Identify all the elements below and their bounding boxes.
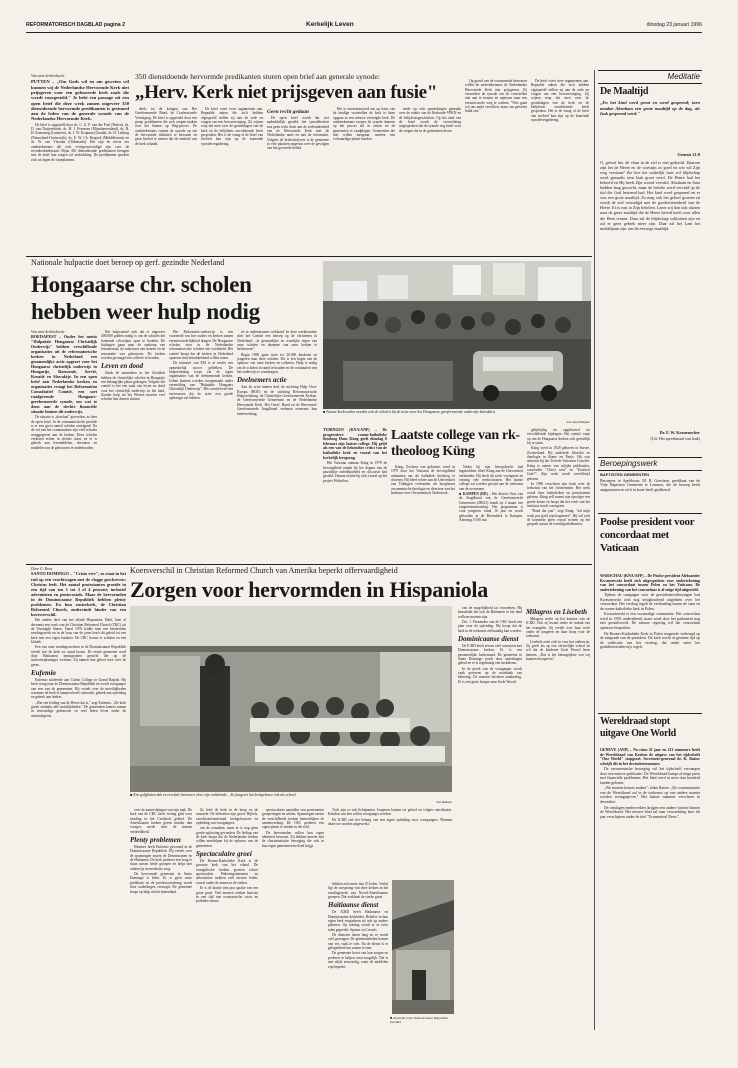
article3b-body1: gelijktijdig en opgebouwd uit verschillende bijdragen. Het comité roept op om de Hongaarse kerken ook geestelijk bij te staan. xyxy=(527,428,590,446)
masthead-rule xyxy=(26,32,702,33)
article1-body5: Op grond van de voornoemde bezwaren willen de ondertekenaars de Nederlandse Hervormde Kerk niet prijsgeven. Zij verzoeken de synode om de voorstellen niet aan te nemen en opnieuw naar een verantwoorde weg te zoeken. "Niet gaan wij ons ambt vervullen, maar ons geweten bindt ons." xyxy=(465,79,527,114)
article1-body1: deels tot de kringen van Het Gereformeerde Bond, de Confessionele Vereniging. De brief is opgesteld door een groep predikanten die zich zorgen maken over het Samen op Weg-proces. De ondertekenaars roepen de synode op om de hervormde identiteit te bewaren en geen besluit te nemen dat de eenheid van de kerk schaadt. xyxy=(135,107,197,146)
article1-col7 xyxy=(531,79,589,254)
article3-body2: Het Vaticaan ontnam Küng in 1979 de bevoegdheid omdat hij het dogma van de pauselijke onfeilbaarheid ter discussie had gesteld. Daarna richtte hij zich vooral op het project Weltethos. xyxy=(323,461,387,483)
photo1-caption xyxy=(323,410,591,420)
photo-hungarian-schools-image xyxy=(323,261,591,409)
article4-body13: De hervormden willen hun eigen identiteit bewaren. Zij hebben moeite met de charismatische beweging die ook in hun eigen gemeenten invloed krijgt. xyxy=(262,830,324,848)
beroepingswerk-label: Beroepingswerk xyxy=(600,459,658,468)
article4-subhead2: Plenty problemen xyxy=(130,836,181,845)
beroepingswerk-header xyxy=(598,457,702,471)
article4-body22: De ICRD heeft tevens veel contacten met Dominicaanse kerken. Er is een gezamenlijke kerkenraad. De gemeente in Santo Domingo wordt door ouderlingen geleid en er is regelmatig een kerkdienst. xyxy=(458,644,522,666)
article4-body10: De Rooms-Katholieke Kerk is de grootste kerk van het eiland. De evangelische kerken groeien echter spectaculair. Pinkstergemeenten en adventisten trekken veel nieuwe leden, vooral onder de armen in de steden. xyxy=(196,859,258,885)
poolse-body xyxy=(600,574,700,712)
article2-headline: Hongaarse chr. scholen hebben weer hulp nodig xyxy=(31,272,260,324)
article4-col7 xyxy=(526,606,590,1028)
wereldraad-body xyxy=(600,748,700,1028)
poolse-body1: Tijdens de campagne voor de presidentsverkiezingen had Kwasniewski zich nog terughoudend uitgelaten over het concordaat. Het verdrag regelt de verhouding tussen de staat en de rooms-katholieke kerk in Polen. xyxy=(600,593,700,611)
article2-body4: Het Reformatie-onderwijs is een voorbeeld van hoe ouders en kerken samen verantwoordelijkheid dragen. De Hongaarse scholen zien in de Nederlandse reformatorische scholen een voorbeeld. Het comité hoopt dat de kerken in Nederland opnieuw hun betrokkenheid willen tonen. xyxy=(169,330,233,361)
article4-body21: Drs. J. Fernandez van de CRC heeft een plan voor de opleiding. Hij hoopt dat de kerk in de toekomst zelfstandig kan worden. xyxy=(458,620,522,633)
article3b-body2: Küng werd in 1928 geboren in Sursee, Zwitserland. Hij studeerde filosofie en theologie in Rome en Parijs. Hij was adviseur bij het Tweede Vaticaans Concilie. Küng is auteur van talrijke publicaties, waaronder "Christ sein" en "Existiert Gott?". Zijn werk wordt wereldwijd gelezen. xyxy=(527,446,590,481)
photo3-caption-text: Armoede in de Dominicaanse Republiek. xyxy=(392,1016,449,1020)
article3-brief-square-icon: ■ xyxy=(459,492,463,497)
sidebar-title: De Maaltijd xyxy=(600,86,649,97)
article4-body24: Milagros werkt op het kantoor van de ICRD. Ook zij kwam onder de indruk van het evangelie. Zij vertelt over haar werk onder de jongeren en haar hoop voor de toekomst. xyxy=(526,617,590,639)
intro-body: De brief is opgesteld door ds. C. A. P. van der Poel (Putten), ds. D. van Duijvenbode, ds. H. J. Franssen (Mijnsheerenland), ds. B. H. Kamsteeg (Lunteren), ds. J. W. Kriptaan (Gouda), ds. H. Lietling (Nieuwland-Oosterwijk), ds. E. W. Ch. Ruigrok (Middelharnis) en ds. W. van Vlastuin (Oldemarkt). Het zijn de eerste zes ondertekenaars die zich vertegenwoordigd zijn voor de zevenkerkenberaad. Bijna 350 dienstdoende predikanten brengen met de brief hun zorgen tot uitdrukking. De predikanten spreken zich uit tegen de fusieplannen. xyxy=(31,122,129,162)
article3-col1 xyxy=(323,428,387,562)
article3-lead: TÜBINGEN (KNA/ANP) – De progressieve rooms-katholieke theoloog Hans Küng geeft dinsdag 6 februari zijn laatste college. Hij geldt als een van de bekendste critici van de katholieke kerk en vooral van het kerkelijk leergezag. xyxy=(323,428,387,460)
article3-headline: Laatste college van rk-theoloog Küng xyxy=(391,428,520,459)
article4-col6 xyxy=(458,606,522,1028)
photo3-square-icon: ■ xyxy=(390,1016,393,1020)
article4-body23: In de preek van de voorganger wordt vaak gewezen op de noodzaak van bekering. De mensen luisteren aandachtig. Er is een grote honger naar Gods Woord. xyxy=(458,666,522,684)
intro-lead: PUTTEN – „Om Gods wil en om geweten wil kunnen wij de Nederlandse Hervormde Kerk niet prijsgeven voor een gefuseerde kerk zoals die wordt voorgesteld." Je hebt een passage uit een open brief die deze week zamen ongeveer 350 dienstdoende hervormde predikanten is gestuurd aan de leden van de generale synode van de Nederlandse Hervormde Kerk. xyxy=(31,79,129,122)
article4-subhead1: Eufemio xyxy=(31,669,56,678)
article3-col3 xyxy=(459,465,523,562)
article2-kicker: Nationale hulpactie doet beroep op gerf. gezindte Nederland xyxy=(31,259,225,267)
wereldraad-body2: „We moeten keuzes maken", aldus Raiser. „De communicatie van de Wereldraad zal in de toekomst op een andere manier worden vormgegeven." Het laatste nummer verscheen in december. xyxy=(600,786,700,805)
article4-subhead4: Haïtiaanse dienst xyxy=(328,901,379,910)
photo-poverty-image xyxy=(392,880,454,1014)
article4-body19: De gemeente hoort van hun zorgen en probeert te helpen waar mogelijk. Dat is niet altijd eenvoudig, want de middelen zijn beperkt. xyxy=(328,951,388,969)
article2-body5: tie te ondersteunen verklaard. In deze werkkomitee doet het Comité een beroep op de christenen in Nederland: „le gezamelijke en waarlijke regen van onze scholen en daarmee van onze kerken te herbouwen". xyxy=(237,330,317,352)
photo-dominican-church xyxy=(130,606,452,792)
article4-body3: Eufemio studeerde aan Calvin College in Grand Rapids. Hij keert terug naar de Dominicaanse Republiek en wordt voorganger van een van de gemeenten. Hij vertelt over de moeilijkheden waarmee de kerk te kampen heeft: armoede, gebrek aan opleiding en gebrek aan leiders. xyxy=(31,678,126,700)
article1-subhead: Geen recht gedaan xyxy=(267,109,309,115)
article1-body6: De brief voert twee argumenten aan. Bepaalde zaken die zich hebben afgespeeld stellen zij aan de orde en vragen om een heroverweging. Zij wijzen erop dat men over de grondslagen van de kerk en de belijdenis onvoldoende heeft gesproken. Het is de vraag of de brief van invloed kan zijn op de komende synodevergadering. xyxy=(531,79,589,123)
photo2-square-icon: ■ xyxy=(130,793,134,797)
article2-col2 xyxy=(101,330,165,562)
article1-col6 xyxy=(465,79,527,254)
article3b-body4: "Rond dat jaar", zegt Küng, "zal mijn werk pas goed zijn begonnen". Hij wil zich de komende jaren vooral richten op het gesprek tussen de wereldgodsdiensten. xyxy=(527,509,590,527)
intro-column xyxy=(31,74,129,254)
poolse-body2: Kwasniewski is een voormalige communist. Het concordaat werd in 1993 ondertekend, maar werd door het parlement nog niet geratificeerd. De nieuwe regering wil het concordaat opnieuw bespreken. xyxy=(600,612,700,631)
article3-brief-text: – Het district Oost van de Jeugdbond van de Gereformeerde Gemeenten (JBGG) houdt op 2 maart een jongerenontmoeting. Het programma is voor jongeren vanaf 16 jaar en wordt gehouden in de Bovenkerk te Kampen. Aanvang 10.00 uur. xyxy=(459,492,523,523)
photo-poverty xyxy=(392,880,454,1014)
sidebar-divider xyxy=(594,70,595,1030)
article4-body6: Hiermee heeft Eufemio gewoond in de Dominicaanse Republiek. Hij vertelt over de spanningen tussen de Dominicanen en de Haïtianen. De kerk probeert een brug te slaan tussen beide groepen en helpt met onderwijs en medische zorg. xyxy=(130,845,192,871)
wereldraad-lead: GENEVE (ANP) – Na ruim 21 jaar en 211 nummers heeft de Wereldraad van Kerken de uitgave van het tijdschrift "One World" stopgezet. Secretaris-generaal dr. K. Raiser schrijft dit in het decembernummer. xyxy=(600,748,700,766)
article4-body8: Zo leeft de kerk in de hoop en de armoede. De behoeften zijn groot: Bijbels, catechisatiemateriaal, kerkgebouwen en opleiding van voorgangers. xyxy=(196,808,258,826)
wereldraad-headline: Wereldraad stopt uitgave One World xyxy=(600,716,676,739)
poolse-headline: Poolse president voor concordaat met Vaticaan xyxy=(600,516,695,554)
article4-headline: Zorgen voor hervormden in Hispaniola xyxy=(130,577,488,602)
masthead-paper: REFORMATORISCH DAGBLAD pagina 2 xyxy=(26,22,125,28)
article4-col5b xyxy=(328,882,388,1028)
article4-top-rule xyxy=(26,564,592,565)
article3-col2 xyxy=(391,465,455,562)
article1-body1b: De brief voert twee argumenten aan. Bepaalde zaken die zich hebben afgespeeld stellen zij aan de orde en vragen om een heroverweging. Zij wijzen erop dat men over de grondslagen van de kerk en de belijdenis onvoldoende heeft gesproken. Het is de vraag of de brief van invloed kan zijn op de komende synodevergadering. xyxy=(201,107,263,146)
article2-col4 xyxy=(237,330,317,562)
article4-body5: over de aanvechtingen van zijn taak. De kerk van de CRC heeft weinig geld voor zending in het Caribisch gebied. De Amerikaanse kerken geven minder dan vroeger, mede door de interne verdeeldheid. xyxy=(130,808,192,834)
article1-body3: Het is onverantwoord om op basis van de huidige voorstellen de kerk te laten opgaan in een nieuwe verenigde kerk. De ondertekenaars roepen de synode daarom op het proces stil te zetten en de gemeenten te raadplegen. Gemeenten die niet willen meegaan, moeten een volwaardige plaats houden. xyxy=(333,107,395,142)
photo2-credit: foto Makram xyxy=(436,800,452,804)
article4-col4 xyxy=(262,808,324,1028)
article4-body11: Er is de laatste tien jaar sprake van een grote groei. Veel mensen zoeken houvast in een tijd van economische crisis en politieke onrust. xyxy=(196,886,258,904)
photo2-caption xyxy=(130,793,452,799)
article1-body2: De open brief wordt dat wel nadrukkelijk gesteld: het synodebesluit zou geen recht doen aan de verbondenheid van de Hervormde Kerk met de Nederlandse natie en met de reformatie. Volgens de briefschrijvers is de gemeente in vele plaatsen ongerust over de gevolgen van het gevoerde beleid. xyxy=(267,116,329,151)
wereldraad-rule xyxy=(598,713,702,714)
article4-body9: om de oorzaken, maar er is nog geen goede oplossing gevonden. De leiding van de kerk hoopt dat de Nederlandse kerken willen meehelpen bij de opbouw van de gemeenten. xyxy=(196,826,258,848)
article4-body14: Toch zijn er ook lichtpunten. Jongeren komen tot geloof en volgen catechisatie. Enkelen van hen willen voorganger worden. xyxy=(328,808,452,817)
intro-byline: Van onze kerkredactie xyxy=(31,74,65,78)
article2-body7: Aan de actie nemen deel de stichting Hulp Oost-Europa (HOE) en de stichting Reformatorische Hulpverlening, de Christelijke Gereformeerde Kerken, de Gereformeerde Gemeenten en de Nederlandse Hervormde Kerk. Het Geref. Bond en de Hervormd-Gereformeerde Jeugdbond verlenen eveneens hun medewerking. xyxy=(237,385,317,416)
article2-body6: Begin 1996 gaan twee tot 20.000 kinderen en jongeren naar deze scholen. Dit is een begin van de opbouw van onze kerken en volkeren. Hulp is nodig om de scholen in stand te houden en de continuïteit van het onderwijs te waarborgen. xyxy=(237,352,317,375)
article1-headline: „Herv. Kerk niet prijsgeven aan fusie" xyxy=(135,82,438,103)
article1-col2 xyxy=(201,107,263,254)
photo1-credit: foto Jacob Pleijsier xyxy=(566,420,590,424)
photo-hungarian-schools xyxy=(323,261,591,409)
article4-body16: hebben zich meer dan 25 leden. Veelal ligt de oorsprong van deze kerken in het zendingswerk van Noord-Amerikaanse groepen. Dat verklaart de sterke groei. xyxy=(328,882,388,900)
article3-brief xyxy=(459,492,523,522)
article2-body8: De initiatief van EEI is al eerder een opmerkelijk succes gebleken. De hulpverlening loopt via de eigen organisaties van de deelnemende kerken. Giften kunnen worden overgemaakt onder vermelding van "Hulpaktie Hongaars Christelijk Onderwijs". Het comité heeft het vertrouwen dat de actie een goede opbrengst zal hebben. xyxy=(169,361,233,401)
sidebar-body: O, geloof het, de vlam in de ziel is niet gedoofd. Daarom zijn het de Heere en de woestijn zo goed en wie wil Zijn weg verstaan? Zie hoe het ouderlijk huis vol blijdschap werd gemaakt toen Izak groot werd. De Heere had het beloofd en Hij heeft Zijn woord vervuld. Abraham en Sara hadden lang gewacht, maar de belofte werd vervuld op de tijd die God bestemd had. Het kind werd gespeend en er was een grote maaltijd. Zo mag ook het geloof groeien en wordt de ziel verzadigd met de goedertierenheid van de Heere. Er is rust in Zijn beloften. Laten wij dan ook uitzien naar de grote maaltijd die de Heere bereid heeft voor allen die Hem vrezen. Daar zal de blijdschap volkomen zijn en zal er geen gebrek meer zijn. Daar zal het Lam het middelpunt zijn van de eeuwige maaltijd. xyxy=(600,160,700,231)
article1-body4: mede op vele opmerkingen gemaakt over de relatie van de Kerkorde-VPKN en de belijdenisgeschriften. Op het eind van de brief wordt de verwachting uitgesproken dat de synode oog heeft voor de zorgen die in de gemeenten leven. xyxy=(399,107,461,133)
masthead xyxy=(26,21,702,31)
article1-bottom-rule xyxy=(26,256,592,257)
poolse-lead: WARSCHAU (KNA/AFP) – De Poolse president Aleksander Kwasniewski heeft zich uitgesproken voor ondertekening van het concordaat tussen Polen en het Vaticaan. De ondertekening van het concordaat is al enige tijd uitgesteld. xyxy=(600,574,700,592)
article4-body18: De diensten duren lang en er wordt veel gezongen. De gemeenteleden komen van ver, vaak te voet. Na de dienst is er gelegenheid om samen te eten. xyxy=(328,933,388,951)
article4-subhead6: Milagros en Lisebeth xyxy=(526,608,588,616)
article2-body1: De situatie is „desolaat" geworden, zo heet de open brief. In de communistische periode is er een groot aantal scholen onteigend. Na de val van het communisme zijn veel scholen teruggegeven aan de kerken. Deze scholen verkeren echter in slechte staat, en er is gebrek aan leermiddelen, docenten en middelen om de gebouwen te onderhouden. xyxy=(31,415,97,450)
article2-col1 xyxy=(31,330,97,562)
article4-body17: De ICRD heeft Haïtiaanse en Dominicaanse kerkleden. Behalve in hun eigen kerk vergaderen zij ook op andere plaatsen. Op zondag wordt er in twee talen gepreekt: Spaans en Creools. xyxy=(328,910,388,932)
article4-col2 xyxy=(130,808,192,1028)
article3-body3: Nadat hij zijn leeropdracht had ingetrokken, bleef Küng aan de Universiteit verbonden. Hij heeft dit werk voortgezet en ontving vele eredoctoraten. Het laatste college zal worden gewijd aan de toekomst van de oecumene. xyxy=(459,465,523,491)
beroepingswerk-body: Beroepen: te Apeldoorn, M. B. Gerritsen, predikant van de Vrije Baptisten Gemeente te Lemmer, die de beroep heeft aangenomen en zich in korte heeft geafkeerd. xyxy=(600,479,700,492)
article2-body3: Sinds de ommekeer in het Oostblok hebben de christelijke scholen in Hongarije een belangrijke plaats gekregen. Volgens het comité is het een zaak van leven en dood voor het christelijk onderwijs in het land. Zonder hulp uit het Westen moeten veel scholen hun deuren sluiten. xyxy=(101,371,165,402)
article2-byline: Van onze kerkredactie xyxy=(31,330,65,334)
article4-body15: De ICRD ziet het belang van een eigen opleiding voor voorgangers. Plannen daarvoor worden uitgewerkt. xyxy=(328,817,452,827)
poolse-body3: De Rooms-Katholieke Kerk in Polen reageerde verheugd op de uitspraak van de president. De kerk wacht al geruime tijd op de ratificatie van het verdrag, dat onder meer het godsdienstonderwijs regelt. xyxy=(600,631,700,650)
article4-subhead3: Spectaculaire groei xyxy=(196,850,252,859)
wereldraad-body3: De ontslagen medewerkers krijgen een andere functie binnen de Wereldraad. Het nieuwe blad zal naar verwachting later dit jaar verschijnen onder de titel "Ecumenical News". xyxy=(600,805,700,819)
meditatie-header xyxy=(598,70,702,84)
beroepingswerk-sub: BAPTISTEN GEMEENTEN xyxy=(600,472,650,477)
article1-kicker: 350 dienstdoende hervormde predikanten sturen open brief aan generale synode: xyxy=(135,73,380,81)
photo3-credit: foto RD xyxy=(390,1020,401,1024)
masthead-date: dinsdag 23 januari 1996 xyxy=(646,22,702,28)
article2-body2: Het hulpcomité stelt dat er ongeveer 400.000 gulden nodig is om de scholen het komende schooljaar open te houden. De bijdragen gaan naar de aankoop van lesmateriaal, de salarissen van leraren en de restauratie van gebouwen. De kerken worden gevraagd een collecte te houden. xyxy=(101,330,165,361)
photo1-caption-text: Nauwe kerkvoeden worden ook de scholen bij de actie voor het Hongaarse gereformeerde onderwijs betrokken. xyxy=(326,410,496,414)
meditatie-label: Meditatie xyxy=(667,72,700,81)
sidebar-quote: „En het kind werd groot en werd gespeend; toen maakte Abraham een grote maaltijd op de dag, als Izak gespeend werd." xyxy=(600,100,700,116)
article1-col5 xyxy=(399,107,461,254)
article4-body20: van de mogelijkheid tot voorzetten. Hij benadrukt dat ook de Haïtianen in het land welkom moeten zijn. xyxy=(458,606,522,619)
sidebar-author-note: (Uit: Het spreekmaal van Izak) xyxy=(650,436,700,441)
article1-col1 xyxy=(135,107,197,254)
article4-lead: SANTO DOMINGO – "Cristo vive", zo staat in het ruil op een vrachtwagen met de vlagge geschreven: Christus leeft. Het aantal protestanten groeide in een tijd van ten 1 tot 3 of 4 procent; inclusief adventisten en pentecostals. Maar de hervormden in de Dominicaanse Republiek hebben plenty problemen. En hun zusterkerk, de Christian Reformed Church, ondervindt hinder van een koersverschil. xyxy=(31,571,126,618)
article4-body2: Een van onze zendingswerkers in de Dominicaanse Republiek vertelt hoe de kerk tot stand kwam. De eerste gemeente werd door Haïtiaanse immigranten gesticht die op de suikerrietplantages werkten. Zij namen hun geloof mee over de grens. xyxy=(31,645,126,667)
article4-body7: De hervormde gemeente in Santo Domingo is klein. Er is geen vaste predikant en de preekvoorziening wordt door ouderlingen verzorgd. De gemeente hoopt op hulp uit het buitenland. xyxy=(130,872,192,894)
article4-body4: „Wat een leiding van de Heere dat is," zegt Eufemio. „De kerk groeit ondanks alle moeilijkheden." De gemeenten komen samen in eenvoudige gebouwen en veel leden leven onder de armoedegrens. xyxy=(31,700,126,718)
sidebar-ref: Genesis 21:8 xyxy=(677,152,700,157)
article4-body25: Lisebeth zette zich in voor het onderwijs. Zij geeft les op een christelijke school en wil dat de kinderen Gods Woord leren kennen. „Dat is het belangrijkste wat wij kunnen doorgeven." xyxy=(526,639,590,662)
article4-col1 xyxy=(31,567,126,1027)
article4-kicker: Koersverschil in Christian Reformed Church van Amerika beperkt offervaardigheid xyxy=(130,567,398,575)
article4-col5 xyxy=(328,808,452,880)
article4-subhead5: Dominicaanse dienst xyxy=(458,635,519,644)
article3-body1: Küng, Zwitsers van geboorte, werd in 1979 door het Vaticaan de bevoegdheid ontnomen om als katholiek theoloog te doceren. Hij bleef echter aan de Universiteit van Tübingen verbonden als hoogleraar oecumenische theologie en directeur van het Instituut voor Oecumenisch Onderzoek. xyxy=(391,465,455,496)
article4-body12: spectaculaire aantallen van protestantse groeperingen en sekten. Spanningen tussen de verschillende kerken bemoeilijken de samenwerking. De CRC probeert een eigen plaats te vinden in dit veld. xyxy=(262,808,324,830)
article4-body1: Het andere deel van het eiland Hispaniola, Haïti, kent al decennia een werk van de Christian Reformed Church (CRC) uit de Verenigde Staten. Vanaf 1976 leidde men een bescheiden zendingswerk en in de loop van de jaren heeft dit geleid tot een kerk met een eigen karakter. De CRC bouwt er scholen en een kliniek. xyxy=(31,618,126,644)
sidebar-author: Dr. F. W. Kranenocher xyxy=(659,430,700,435)
article4-col3 xyxy=(196,808,258,1028)
article1-col3 xyxy=(267,107,329,254)
article4-byline: Door G. Roos xyxy=(31,567,53,571)
article2-subhead2: Deelnemers actie xyxy=(237,376,287,385)
photo3-caption xyxy=(390,1016,454,1026)
article3-col4 xyxy=(527,428,590,562)
article2-subhead1: Leven en dood xyxy=(101,362,143,371)
photo1-square-icon: ■ xyxy=(323,410,327,414)
wereldraad-body1: De oecumenische beweging wil het tijdschrift vervangen door een nieuwe publicatie. De Wereldraad kampt al enige jaren met financiële problemen. Het blad werd in meer dan honderd landen gelezen. xyxy=(600,767,700,785)
article2-lead: BOEDAPEST – Onder het motto "Hulpaktie Hongaarse Christelijk Onderwijs" hebben verschillende organisaties uit de reformatorische kerken in Nederland een gezamenlijke actie opgezet voor het Hongaarse christelijk onderwijs in Hongarije, Roemenië, Servië, Kroatië en Slowakije. In een open brief aan Nederlandse kerken en organisaties vraagt het Reformation Consultatief Comité, een sort raadgevende Hongaars-gereformeerde synode, om wat te doen aan de slechte financiële situatie binnen dit onderwijs. xyxy=(31,334,97,415)
article2-col3 xyxy=(169,330,233,562)
masthead-section: Kerkelijk Leven xyxy=(306,21,354,28)
article3b-body3: In 1996 verscheen zijn boek over de toekomst van het christendom. Het werk wordt door katholieken en protestanten gelezen. Küng zelf noemt zijn opvolger een goede keuze en hoopt dat het werk van het instituut wordt voortgezet. xyxy=(527,482,590,508)
article1-col4 xyxy=(333,107,395,254)
article3-brief-label: KAMPEN (RD) xyxy=(462,492,488,497)
photo-dominican-church-image xyxy=(130,606,452,792)
photo2-caption-text: Een golfplaten dak en een kale betonnen vloer zijn voldoende... Zo fungeert het kerkgebouw ook als school. xyxy=(133,793,297,797)
poolse-rule xyxy=(598,513,702,514)
